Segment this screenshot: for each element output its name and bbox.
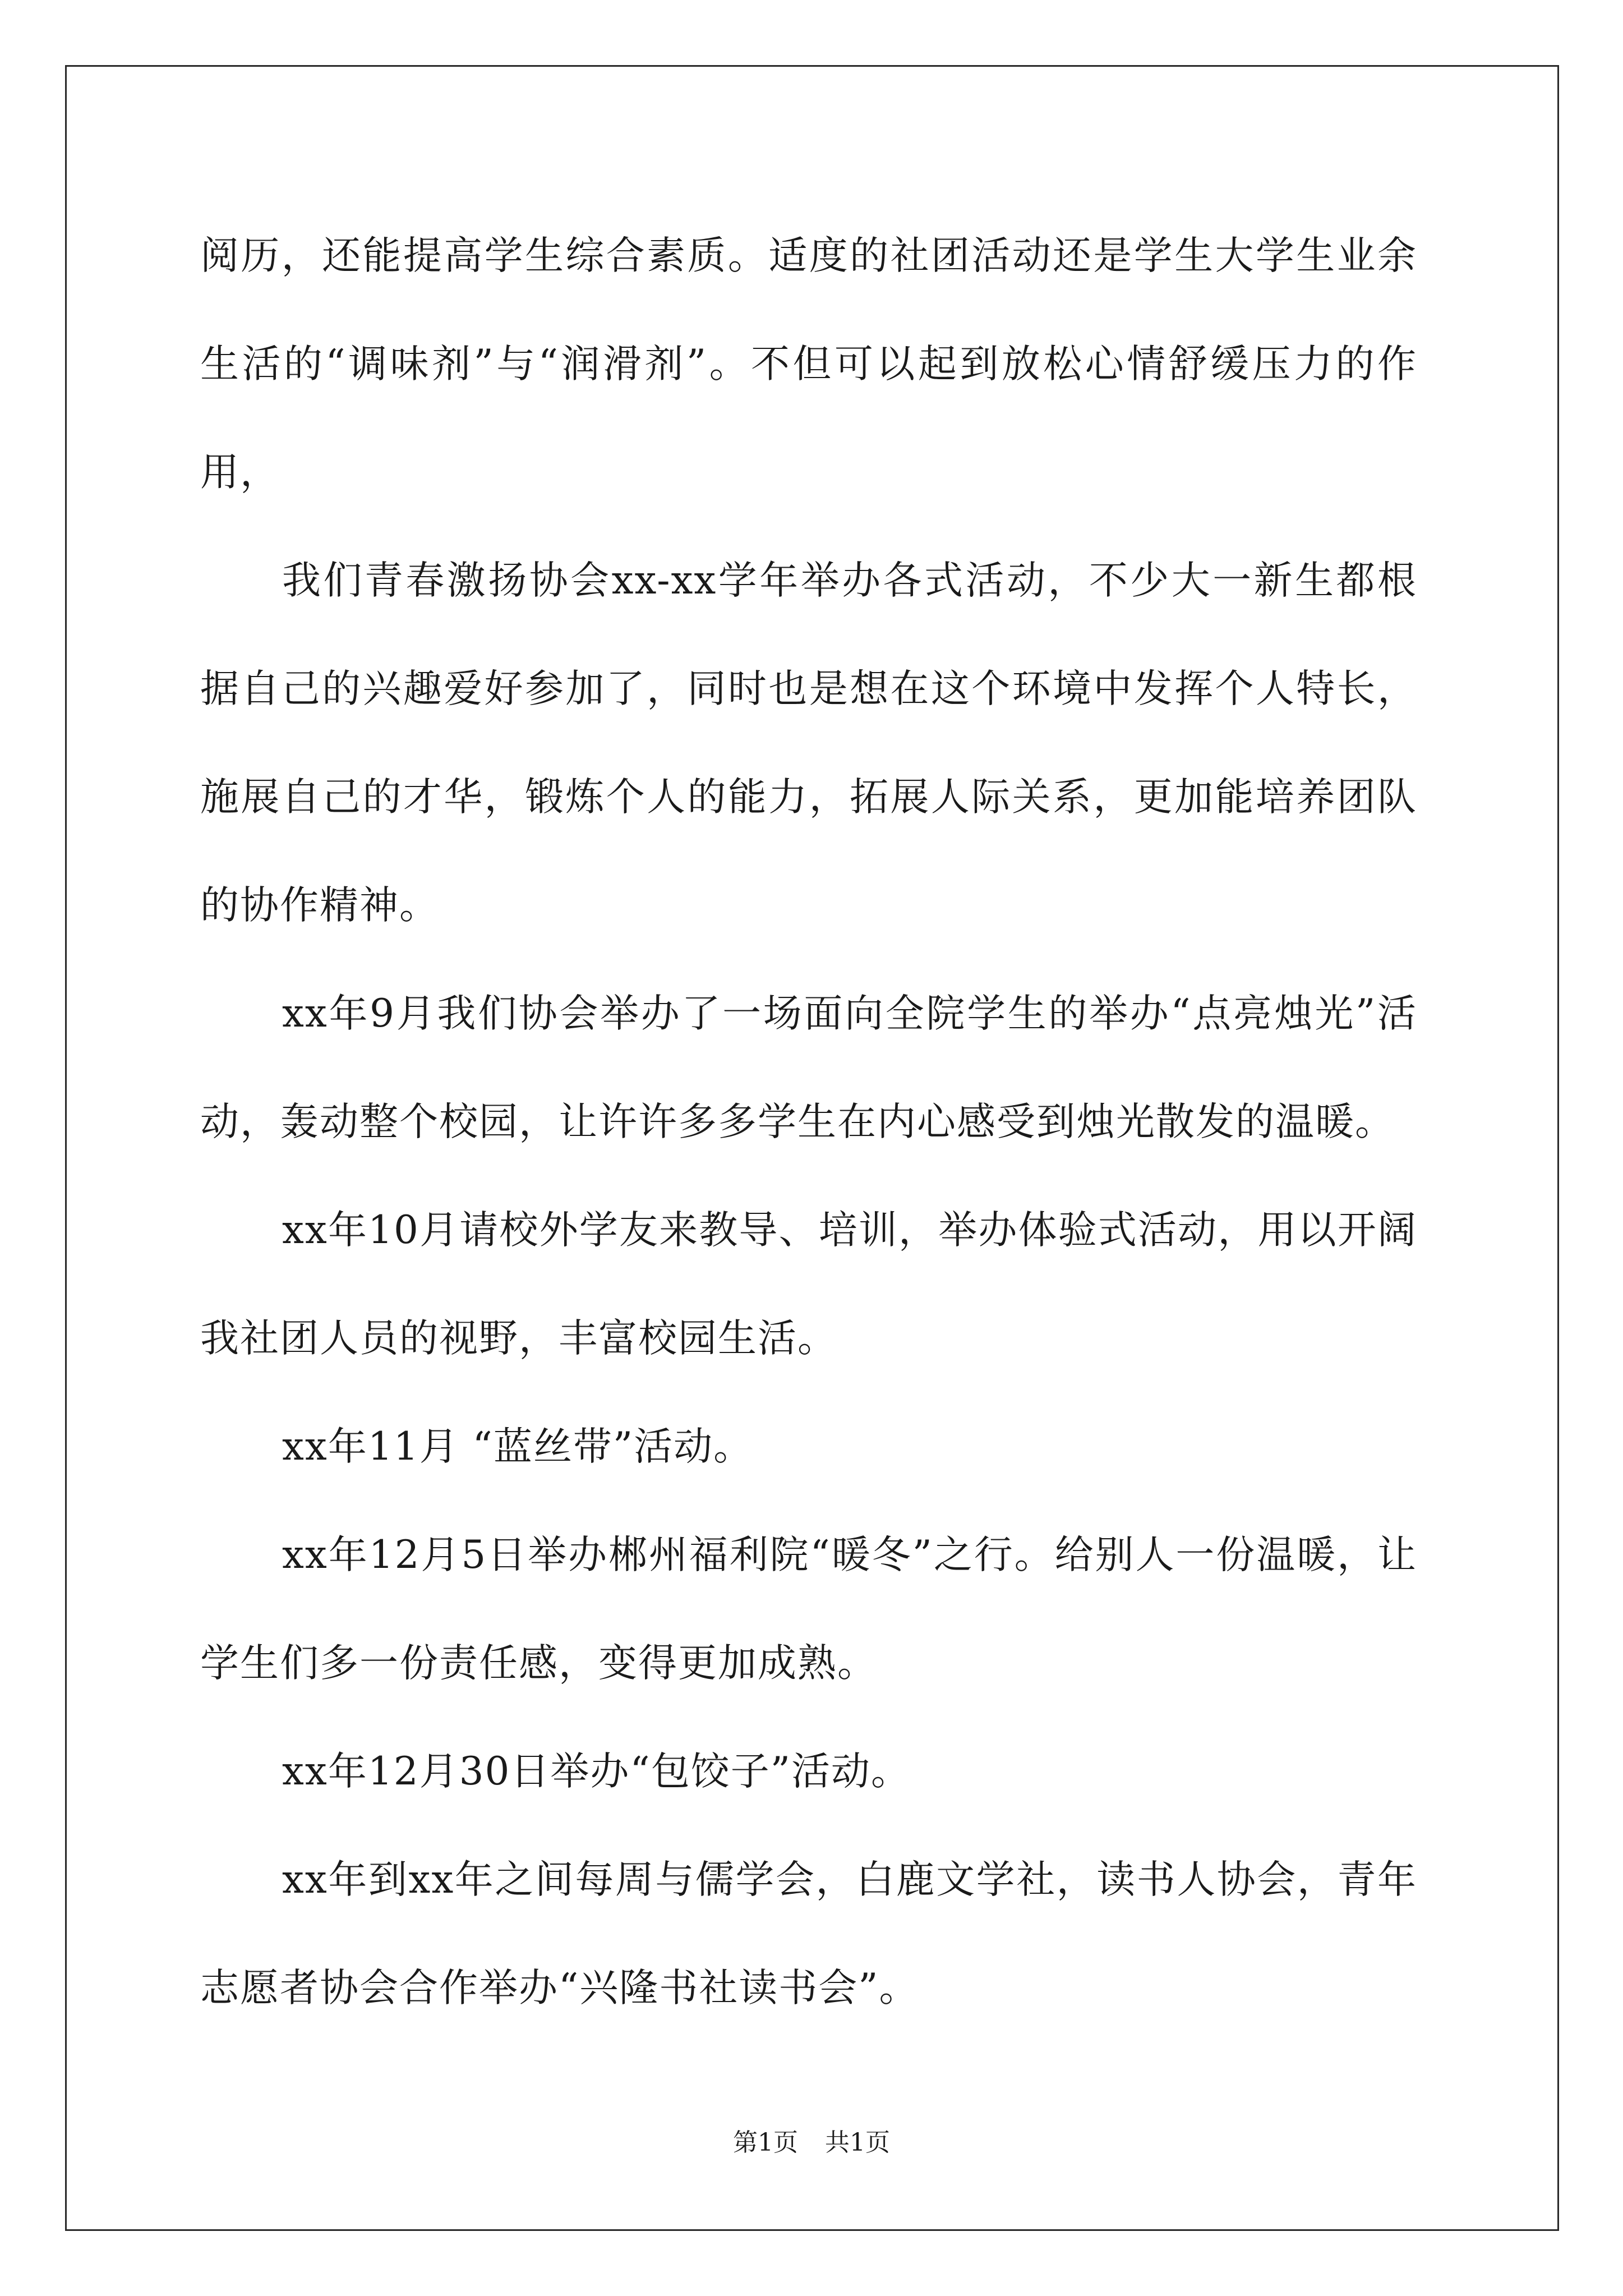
page-number-total: 共1页 — [825, 2128, 890, 2157]
paragraph-8: xx年到xx年之间每周与儒学会，白鹿文学社，读书人协会，青年志愿者协会合作举办“兴隆书社读书会”。 — [200, 1857, 1417, 2010]
paragraph-3: xx年9月我们协会举办了一场面向全院学生的举办“点亮烛光”活动，轰动整个校园，让许许多多学生在内心感受到烛光散发的温暖。 — [200, 991, 1417, 1144]
paragraph-1: 阅历，还能提高学生综合素质。适度的社团活动还是学生大学生业余生活的“调味剂”与“润滑剂”。不但可以起到放松心情舒缓压力的作用， — [200, 233, 1417, 495]
paragraph-4: xx年10月请校外学友来教导、培训，举办体验式活动，用以开阔我社团人员的视野，丰富校园生活。 — [200, 1208, 1417, 1361]
paragraph-6: xx年12月5日举办郴州福利院“暖冬”之行。给别人一份温暖，让学生们多一份责任感，变得更加成熟。 — [200, 1533, 1417, 1686]
page-footer — [0, 2126, 1623, 2160]
paragraph-7: xx年12月30日举办“包饺子”活动。 — [282, 1749, 911, 1794]
paragraph-5: xx年11月 “蓝丝带”活动。 — [282, 1424, 754, 1469]
page-number-current: 第1页 — [733, 2128, 798, 2157]
paragraph-2: 我们青春激扬协会xx-xx学年举办各式活动，不少大一新生都根据自己的兴趣爱好参加了，同时也是想在这个环境中发挥个人特长，施展自己的才华，锻炼个人的能力，拓展人际关系，更加能培养团队的协作精神。 — [200, 558, 1417, 928]
document-body — [200, 202, 1417, 2042]
